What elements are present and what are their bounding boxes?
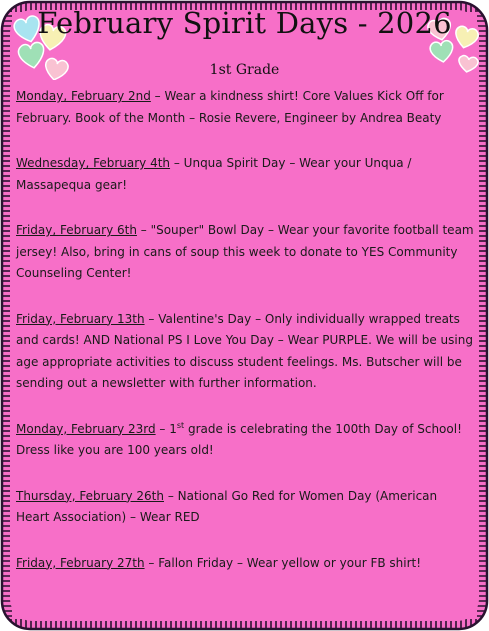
list-item: [16, 553, 474, 575]
page-title: February Spirit Days - 2026: [37, 6, 452, 40]
entry-date: Monday, February 2nd: [16, 89, 151, 103]
entry-date: Friday, February 27th: [16, 555, 145, 570]
list-item: [16, 486, 474, 529]
entry-text: grade is celebrating the 100th Day of School! Dress like you are 100 years old!: [16, 421, 462, 457]
entry-text: – Wear a kindness shirt! Core Values Kick Off for February. Book of the Month – Rosie Revere, Engineer by Andrea Beaty: [16, 89, 444, 125]
entry-text: – "Souper" Bowl Day – Wear your favorite football team jersey! Also, bring in cans of soup this week to donate to YES Community Counseling Center!: [16, 223, 474, 280]
entry-text: – National Go Red for Women Day (American Heart Association) – Wear RED: [16, 488, 438, 524]
list-item: [16, 220, 474, 285]
entry-date: Wednesday, February 4th: [16, 156, 171, 170]
entry-superscript: st: [176, 420, 185, 430]
list-item: [16, 309, 474, 395]
list-item: [16, 86, 474, 129]
entry-date: Thursday, February 26th: [16, 488, 164, 503]
entry-text-before: – 1: [155, 421, 177, 436]
page-subtitle: 1st Grade: [209, 62, 280, 78]
entry-text: – Valentine's Day – Only individually wrapped treats and cards! AND National PS I Love You Day – Wear PURPLE. We will be using age appropriate activities to discuss student feelings. Ms. Butscher will be sending out a newsletter with further information.: [16, 311, 473, 390]
entry-text: – Fallon Friday – Wear yellow or your FB shirt!: [144, 555, 422, 570]
entry-date: Friday, February 6th: [16, 223, 137, 237]
list-item: [16, 419, 474, 462]
list-item: [16, 153, 474, 196]
entry-date: Monday, February 23rd: [16, 421, 156, 436]
entry-date: Friday, February 13th: [16, 311, 145, 326]
entry-text: – Unqua Spirit Day – Wear your Unqua / Massapequa gear!: [16, 156, 412, 192]
spirit-days-list: [16, 86, 474, 598]
heart-green-icon: [429, 40, 454, 64]
